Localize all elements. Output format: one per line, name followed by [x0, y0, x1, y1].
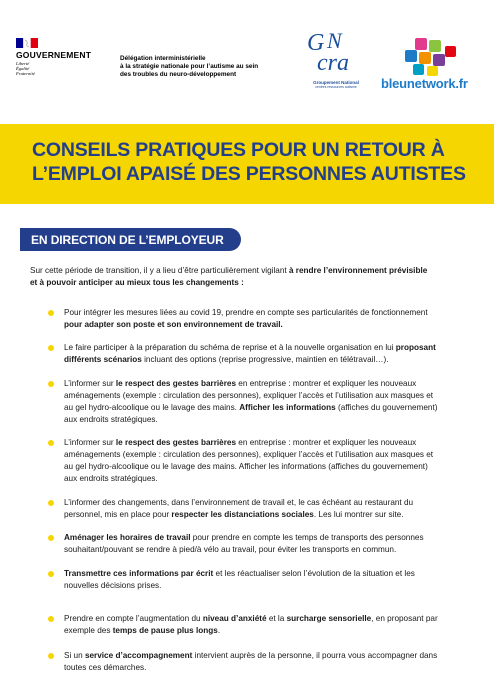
- gov-motto: Liberté Égalité Fraternité: [16, 61, 35, 77]
- svg-text:G: G: [307, 30, 325, 56]
- bullet-icon: [48, 381, 54, 387]
- svg-text:cra: cra: [317, 50, 349, 76]
- title-banner: [0, 124, 494, 204]
- svg-text:N: N: [327, 28, 342, 53]
- gncra-logo-icon: [305, 28, 363, 76]
- delegation-text: Délégation interministérielle à la stratégie nationale pour l’autisme au sein des troubles du neuro-développement: [120, 55, 259, 79]
- bleunetwork-link[interactable]: bleunetwork.fr: [381, 76, 468, 91]
- puzzle-logo-icon: [401, 36, 461, 78]
- bullet-icon: [48, 440, 54, 446]
- gouvernement-label: GOUVERNEMENT: [16, 50, 92, 60]
- bullet-icon: [48, 535, 54, 541]
- gncra-caption: Groupement National centres ressources autisme: [313, 80, 359, 89]
- page-title: CONSEILS PRATIQUES POUR UN RETOUR À L’EMPLOI APAISÉ DES PERSONNES AUTISTES: [32, 139, 466, 185]
- bullet-icon: [48, 500, 54, 506]
- marianne-flag-icon: [16, 38, 38, 48]
- section-heading-bar: [20, 228, 241, 251]
- bullet-icon: [48, 653, 54, 659]
- bullet-icon: [48, 616, 54, 622]
- bullet-icon: [48, 571, 54, 577]
- section-heading: EN DIRECTION DE L’EMPLOYEUR: [31, 233, 224, 247]
- bullet-icon: [48, 345, 54, 351]
- header: [0, 0, 494, 118]
- bullet-icon: [48, 310, 54, 316]
- intro-paragraph: Sur cette période de transition, il y a lieu d’être particulièrement vigilant à rendre l’environnement prévisible et à pouvoir anticiper au mieux tous les changements :: [30, 266, 428, 287]
